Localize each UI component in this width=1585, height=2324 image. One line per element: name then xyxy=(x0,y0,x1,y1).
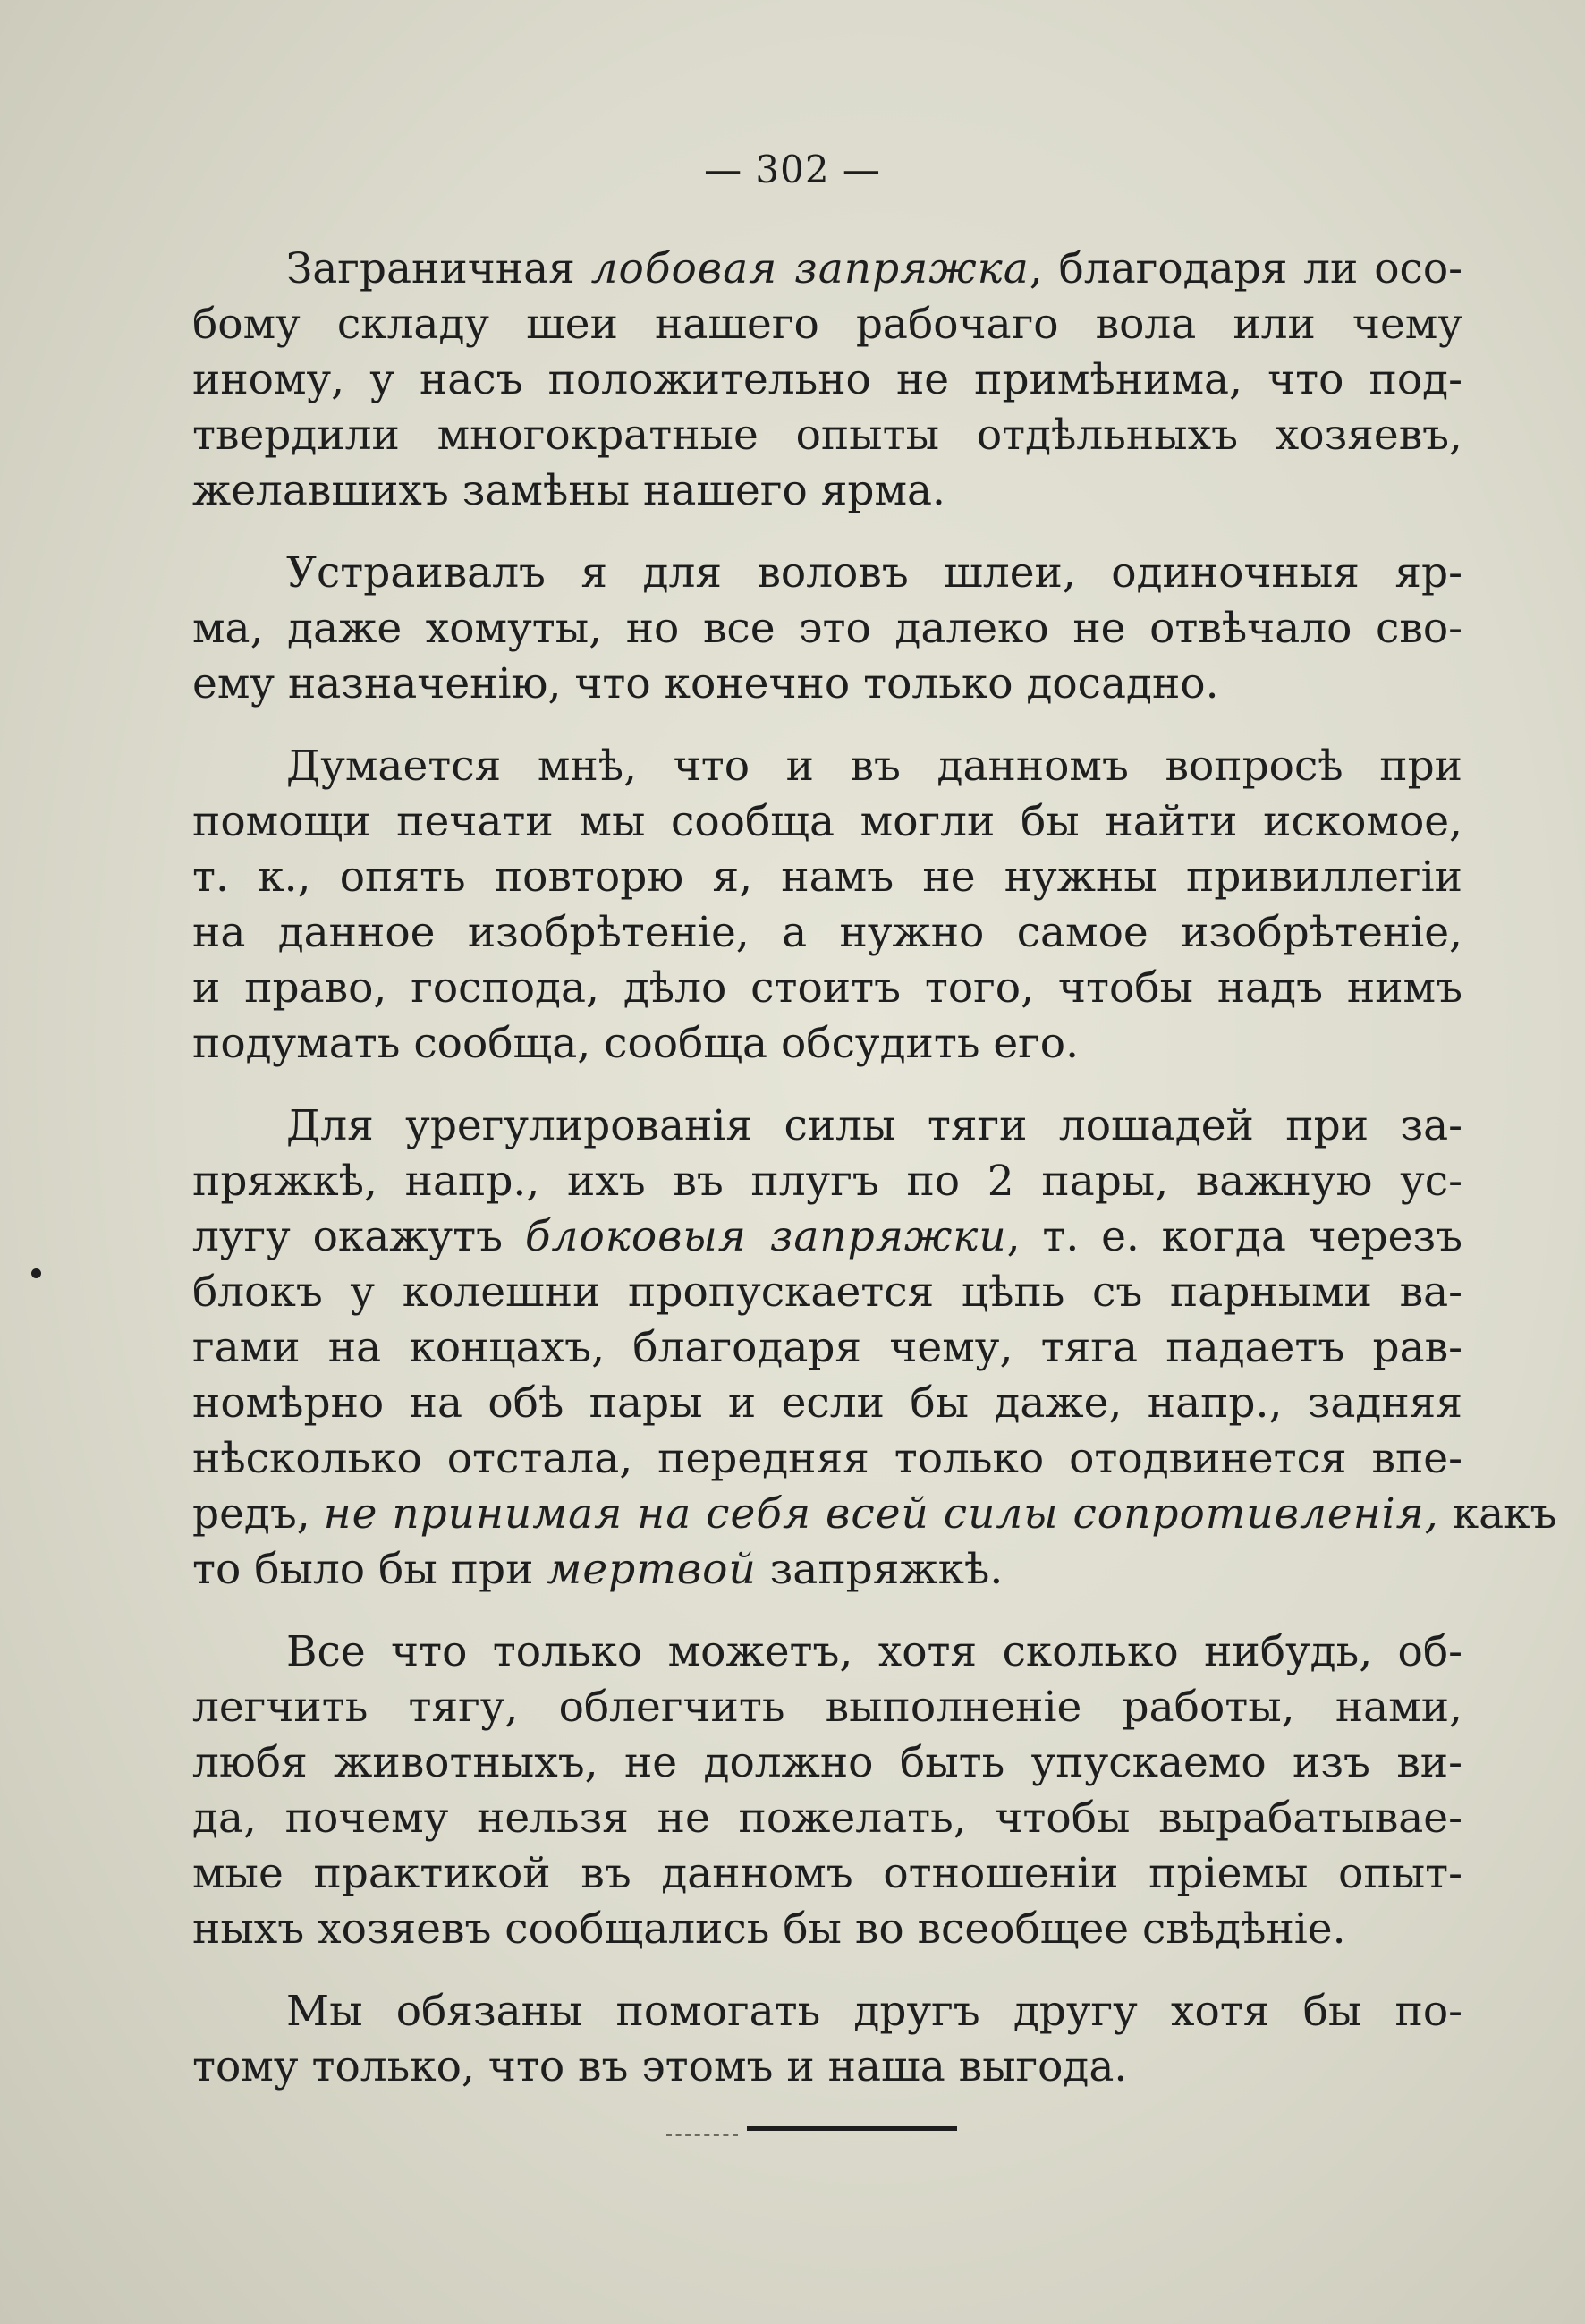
text-line xyxy=(192,961,1462,1016)
text-run: желавшихъ замѣны нашего ярма. xyxy=(192,466,945,515)
text-run: гами на концахъ, благодаря чему, тяга падаетъ рав- xyxy=(192,1323,1462,1372)
text-line xyxy=(192,1098,1462,1154)
body-text xyxy=(192,242,1557,2095)
text-run: бому складу шеи нашего рабочаго вола или чему xyxy=(192,300,1462,349)
text-run: , т. е. когда черезъ xyxy=(1006,1212,1462,1261)
text-line xyxy=(192,1846,1462,1902)
text-run: , благодаря ли осо- xyxy=(1029,244,1462,293)
text-run: номѣрно на обѣ пары и если бы даже, напр., задняя xyxy=(192,1378,1462,1428)
text-line xyxy=(192,657,1462,712)
page-number: — 302 — xyxy=(704,148,881,191)
end-of-section-rule xyxy=(747,2126,957,2131)
text-run: на данное изобрѣтеніе, а нужно самое изобрѣтеніе, xyxy=(192,908,1462,957)
paragraph-gap xyxy=(192,1072,1462,1098)
text-line xyxy=(192,1265,1462,1320)
text-line xyxy=(192,1542,1462,1598)
text-line xyxy=(192,1154,1462,1209)
text-run: любя животныхъ, не должно быть упускаемо изъ ви- xyxy=(192,1738,1462,1787)
text-run: твердили многократные опыты отдѣльныхъ хозяевъ, xyxy=(192,411,1462,460)
text-line xyxy=(192,463,1462,519)
text-line xyxy=(192,2040,1462,2095)
text-run: тому только, что въ этомъ и наша выгода. xyxy=(192,2042,1128,2091)
text-line xyxy=(192,242,1462,297)
text-run: Заграничная xyxy=(286,244,591,293)
text-run: Думается мнѣ, что и въ данномъ вопросѣ при xyxy=(286,742,1462,791)
text-run: подумать сообща, сообща обсудить его. xyxy=(192,1019,1080,1068)
text-run: Мы обязаны помогать другъ другу хотя бы по- xyxy=(286,1987,1462,2036)
paragraph-gap xyxy=(192,519,1462,546)
end-rule-dashes xyxy=(666,2134,738,2136)
text-run: Устраивалъ я для воловъ шлеи, одиночныя яр- xyxy=(286,548,1462,598)
text-line xyxy=(192,1376,1462,1431)
text-run: блокъ у колешни пропускается цѣпь съ парными ва- xyxy=(192,1268,1462,1317)
text-line xyxy=(192,1431,1462,1487)
text-line xyxy=(192,1984,1462,2040)
text-run: иному, у насъ положительно не примѣнима, что под- xyxy=(192,355,1462,404)
italic-phrase: не принимая на себя всей силы сопротивленія, xyxy=(323,1489,1439,1539)
text-run: ма, даже хомуты, но все это далеко не отвѣчало сво- xyxy=(192,604,1462,653)
ink-speck xyxy=(31,1268,41,1278)
italic-phrase: блоковыя запряжки xyxy=(524,1212,1007,1261)
paragraph-gap xyxy=(192,1957,1462,1984)
text-run: запряжкѣ. xyxy=(756,1545,1004,1594)
paragraph-gap xyxy=(192,1598,1462,1624)
text-line xyxy=(192,1735,1462,1791)
text-run: лугу окажутъ xyxy=(192,1212,525,1261)
text-line xyxy=(192,794,1462,850)
text-run: то было бы при xyxy=(192,1545,547,1594)
text-line xyxy=(192,850,1462,905)
text-line xyxy=(192,1209,1462,1265)
text-run: Все что только можетъ, хотя сколько нибудь, об- xyxy=(286,1627,1462,1676)
text-run: нѣсколько отстала, передняя только отодвинется впе- xyxy=(192,1434,1462,1483)
text-run: да, почему нельзя не пожелать, чтобы вырабатывае- xyxy=(192,1794,1462,1843)
text-run: помощи печати мы сообща могли бы найти искомое, xyxy=(192,797,1462,846)
text-line xyxy=(192,1487,1557,1542)
text-line xyxy=(192,408,1462,463)
text-line xyxy=(192,1016,1462,1072)
text-line xyxy=(192,1624,1462,1680)
text-run: т. к., опять повторю я, намъ не нужны привиллегіи xyxy=(192,852,1462,902)
text-run: мые практикой въ данномъ отношеніи пріемы опыт- xyxy=(192,1849,1462,1898)
text-line xyxy=(192,546,1462,601)
text-line xyxy=(192,739,1462,794)
text-line xyxy=(192,1680,1462,1735)
text-line xyxy=(192,352,1462,408)
text-run: легчить тягу, облегчить выполненіе работы, нами, xyxy=(192,1683,1462,1732)
italic-phrase: лобовая запряжка xyxy=(590,244,1030,293)
text-run: ныхъ хозяевъ сообщались бы во всеобщее свѣдѣніе. xyxy=(192,1904,1346,1954)
text-run: редъ, xyxy=(192,1489,324,1539)
text-line xyxy=(192,297,1462,352)
text-run: и право, господа, дѣло стоитъ того, чтобы надъ нимъ xyxy=(192,963,1462,1013)
text-line xyxy=(192,1902,1462,1957)
text-run: какъ xyxy=(1438,1489,1557,1539)
italic-phrase: мертвой xyxy=(547,1545,757,1594)
text-run: Для урегулированія силы тяги лошадей при за- xyxy=(286,1101,1462,1150)
text-run: ему назначенію, что конечно только досадно. xyxy=(192,659,1219,708)
text-run: пряжкѣ, напр., ихъ въ плугъ по 2 пары, важную ус- xyxy=(192,1157,1462,1206)
text-line xyxy=(192,1320,1462,1376)
text-line xyxy=(192,1791,1462,1846)
text-line xyxy=(192,601,1462,657)
text-line xyxy=(192,905,1462,961)
paragraph-gap xyxy=(192,712,1462,739)
